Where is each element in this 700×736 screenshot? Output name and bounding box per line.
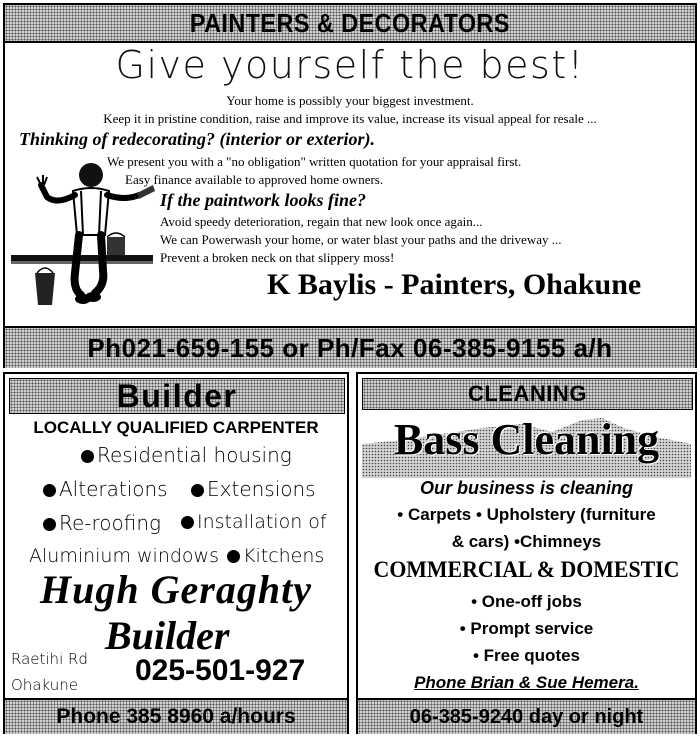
painters-subhead-1: Thinking of redecorating? (interior or exterior). xyxy=(19,129,376,149)
painters-heading-bar xyxy=(5,5,695,43)
painters-para-1a: We present you with a "no obligation" written quotation for your appraisal first. xyxy=(107,154,522,169)
bullet-icon xyxy=(191,484,204,497)
painters-para-2b: We can Powerwash your home, or water blast your paths and the driveway ... xyxy=(160,232,562,247)
builder-service-reroofing: Re-roofing xyxy=(43,511,161,535)
cleaning-phone-bar xyxy=(358,698,695,734)
painters-slogan: Give yourself the best! xyxy=(115,43,585,87)
cleaning-line-2: & cars) •Chimneys xyxy=(451,532,602,551)
builder-name-line-1: Hugh Geraghty xyxy=(40,567,312,612)
builder-service-extensions: Extensions xyxy=(191,477,316,501)
builder-ad xyxy=(3,372,349,734)
cleaning-ad xyxy=(356,372,697,734)
builder-phone: Phone 385 8960 a/hours xyxy=(56,705,296,728)
cleaning-phone: 06-385-9240 day or night xyxy=(409,706,644,728)
bullet-icon xyxy=(81,450,94,463)
builder-service-kitchens: Kitchens xyxy=(227,545,324,567)
painter-on-plank-illustration xyxy=(7,155,157,315)
cleaning-line-1: • Carpets • Upholstery (furniture xyxy=(397,505,656,524)
builder-address-1: Raetihi Rd xyxy=(11,650,88,668)
cleaning-item-1: • One-off jobs xyxy=(471,592,582,611)
painters-phone: Ph021-659-155 or Ph/Fax 06-385-9155 a/h xyxy=(87,333,613,363)
cleaning-logo-text: Bass Cleaning xyxy=(393,415,660,464)
builder-subheading: LOCALLY QUALIFIED CARPENTER xyxy=(33,418,319,437)
cleaning-contact: Phone Brian & Sue Hemera. xyxy=(414,673,639,692)
painters-para-1b: Easy finance available to approved home owners. xyxy=(125,172,384,187)
bullet-icon xyxy=(43,484,56,497)
builder-service-installation: Installation of xyxy=(181,511,327,533)
builder-service-residential: Residential housing xyxy=(81,443,292,467)
builder-name-line-2: Builder xyxy=(105,613,230,658)
builder-service-aluminium: Aluminium windows xyxy=(29,545,219,567)
painters-heading: PAINTERS & DECORATORS xyxy=(189,8,511,38)
cleaning-tagline: Our business is cleaning xyxy=(419,478,634,498)
painters-ad xyxy=(3,3,697,368)
builder-heading: Builder xyxy=(116,378,238,414)
painters-intro-2: Keep it in pristine condition, raise and improve its value, increase its visual appeal for resale ... xyxy=(103,111,597,126)
painters-para-2c: Prevent a broken neck on that slippery moss! xyxy=(160,250,395,265)
painters-business-name: K Baylis - Painters, Ohakune xyxy=(267,268,642,301)
cleaning-heading: CLEANING xyxy=(468,381,587,406)
cleaning-item-3: • Free quotes xyxy=(472,646,581,665)
builder-heading-bar xyxy=(9,378,345,414)
bullet-icon xyxy=(181,516,194,529)
painters-phone-bar xyxy=(5,326,695,368)
builder-service-alterations: Alterations xyxy=(43,477,168,501)
builder-phone-bar xyxy=(5,698,347,734)
painters-para-2a: Avoid speedy deterioration, regain that new look once again... xyxy=(160,214,483,229)
bullet-icon xyxy=(227,550,240,563)
cleaning-commercial: COMMERCIAL & DOMESTIC xyxy=(373,557,680,582)
builder-mobile: 025-501-927 xyxy=(135,654,306,687)
builder-address-2: Ohakune xyxy=(11,676,78,694)
cleaning-heading-bar xyxy=(362,378,693,410)
painters-subhead-2: If the paintwork looks fine? xyxy=(160,190,367,210)
painters-intro-1: Your home is possibly your biggest investment. xyxy=(226,93,474,108)
bullet-icon xyxy=(43,518,56,531)
cleaning-item-2: • Prompt service xyxy=(459,619,594,638)
